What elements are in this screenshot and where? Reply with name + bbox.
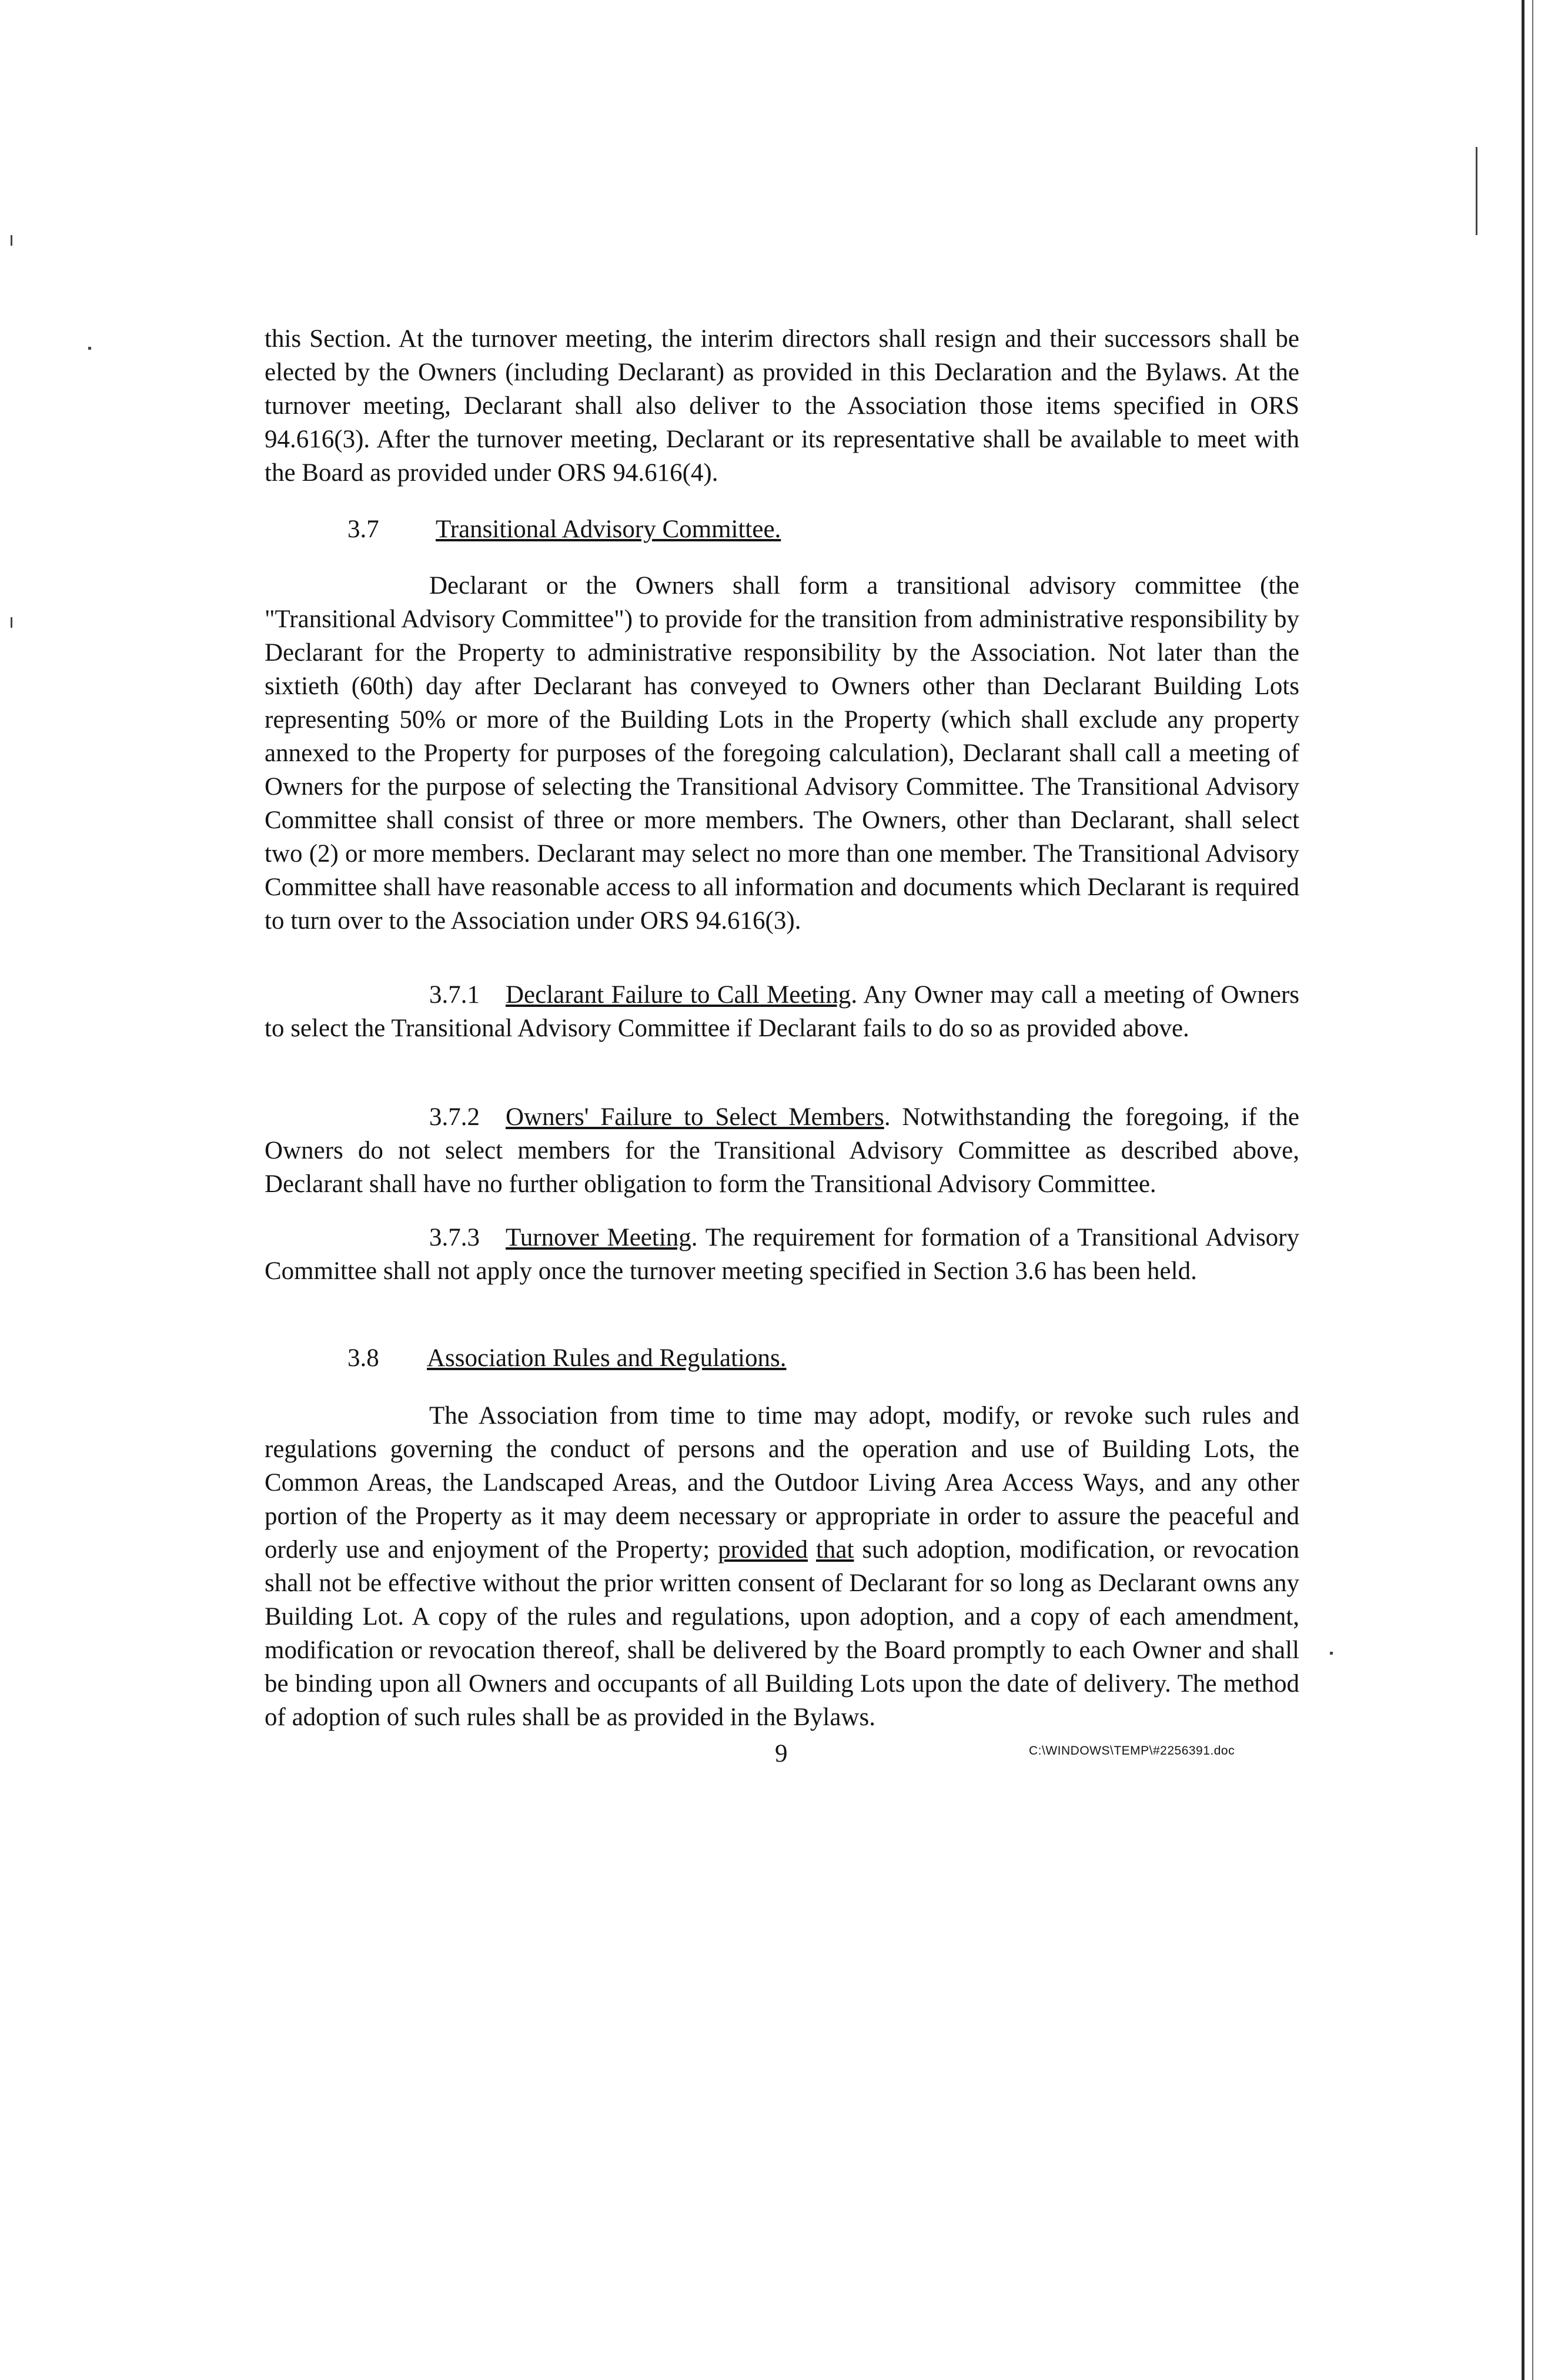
section-3-7-2 [265, 1100, 1299, 1201]
scan-edge-shadow [1522, 0, 1524, 2380]
scan-speck [88, 347, 91, 350]
scan-speck [1330, 1652, 1333, 1655]
section-3-7-3 [265, 1221, 1299, 1288]
section-3-7-body: Declarant or the Owners shall form a transitional advisory committee (the "Transitional Advisory Committee") to provide for the transition from administrative responsibility by Declarant for the Property to administrative responsibility by the Association. Not later than the sixtieth (60th) day after Declarant has conveyed to Owners other than Declarant Building Lots representing 50% or more of the Building Lots in the Property (which shall exclude any property annexed to the Property for purposes of the foregoing calculation), Declarant shall call a meeting of Owners for the purpose of selecting the Transitional Advisory Committee. The Transitional Advisory Committee shall consist of three or more members. The Owners, other than Declarant, shall select two (2) or more members. Declarant may select no more than one member. The Transitional Advisory Committee shall have reasonable access to all information and documents which Declarant is required to turn over to the Association under ORS 94.616(3). [265, 572, 1299, 935]
scan-speck [1476, 147, 1477, 235]
subsection-number: 3.7.1 [429, 981, 480, 1009]
subsection-body: . Notwithstanding the foregoing, if the Owners do not select members for the Transitional Advisory Committee as described above, Declarant shall have no further obligation to form the Transitional Advisory Committee. [265, 1103, 1299, 1198]
section-3-7-1 [265, 978, 1299, 1045]
that-word: that [815, 1536, 854, 1564]
subsection-number: 3.7.2 [429, 1103, 480, 1131]
scan-edge-line [1532, 0, 1533, 2380]
section-3-8-body [265, 1399, 1299, 1734]
file-path: C:\WINDOWS\TEMP\#2256391.doc [1029, 1744, 1235, 1758]
provided-word: provided [718, 1536, 808, 1564]
subsection-body: . The requirement for formation of a Transitional Advisory Committee shall not apply once the turnover meeting specified in Section 3.6 has been held. [265, 1224, 1299, 1285]
section-title: Association Rules and Regulations. [427, 1344, 787, 1372]
subsection-title: Turnover Meeting [506, 1224, 691, 1251]
subsection-body: . Any Owner may call a meeting of Owners to select the Transitional Advisory Committee if Declarant fails to do so as provided above. [265, 981, 1300, 1042]
scan-speck [11, 617, 12, 628]
page-number: 9 [775, 1740, 788, 1768]
section-title: Transitional Advisory Committee. [436, 516, 781, 543]
subsection-title: Owners' Failure to Select Members [506, 1103, 884, 1131]
section-3-8-body-part2: such adoption, modification, or revocation shall not be effective without the prior written consent of Declarant for so long as Declarant owns any Building Lot. A copy of the rules and regulations, upon adoption, and a copy of each amendment, modification or revocation thereof, shall be delivered by the Board promptly to each Owner and shall be binding upon all Owners and occupants of all Building Lots upon the date of delivery. The method of adoption of such rules shall be as provided in the Bylaws. [265, 1536, 1300, 1731]
section-number: 3.8 [347, 1344, 379, 1372]
section-3-8-body-part1: The Association from time to time may adopt, modify, or revoke such rules and regulations governing the conduct of persons and the operation and use of Building Lots, the Common Areas, the Landscaped Areas, and the Outdoor Living Area Access Ways, and any other portion of the Property as it may deem necessary or appropriate in order to assure the peaceful and orderly use and enjoyment of the Property; [265, 1402, 1299, 1564]
section-number: 3.7 [347, 516, 379, 543]
scan-speck [11, 235, 12, 246]
paragraph-intro: this Section. At the turnover meeting, the interim directors shall resign and their successors shall be elected by the Owners (including Declarant) as provided in this Declaration and the Bylaws. At the turnover meeting, Declarant shall also deliver to the Association those items specified in ORS 94.616(3). After the turnover meeting, Declarant or its representative shall be available to meet with the Board as provided under ORS 94.616(4). [265, 325, 1299, 487]
subsection-title: Declarant Failure to Call Meeting [506, 981, 851, 1009]
subsection-number: 3.7.3 [429, 1224, 480, 1251]
